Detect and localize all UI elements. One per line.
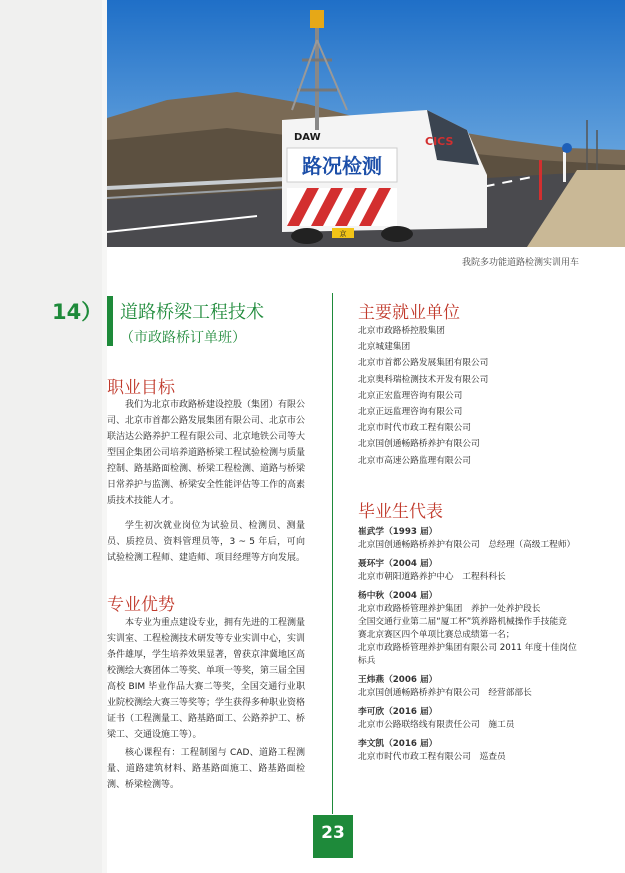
- alumni-desc: 北京市公路联络线有限责任公司 施工员: [358, 720, 515, 730]
- career-goal-body: [107, 397, 305, 566]
- section-subtitle: （市政路桥订单班）: [120, 330, 246, 346]
- alumni-list: [358, 526, 577, 770]
- alumni-name: 杨中秋（2004 届）: [358, 591, 438, 601]
- advantages-heading: 专业优势: [107, 595, 175, 615]
- employer-item: 北京奥科瑞检测技术开发有限公司: [358, 374, 489, 385]
- career-goal-paragraph: 学生初次就业岗位为试验员、检测员、测量员、质控员、资料管理员等，3 ~ 5 年后，可向试验检测工程师、建造师、项目经理等方向发展。: [107, 521, 306, 563]
- van-plate: 京: [339, 230, 347, 238]
- section-number: 14）: [52, 300, 103, 324]
- page-number: 23: [321, 823, 345, 843]
- employers-heading: 主要就业单位: [358, 303, 460, 323]
- advantages-paragraph: 核心课程有：工程制图与 CAD、道路工程测量、道路建筑材料、路基路面施工、路基路面检测、桥梁检测等。: [107, 748, 305, 790]
- alumni-desc: 北京国创通畅路桥养护有限公司 经营部部长: [358, 688, 532, 698]
- left-margin-panel: [0, 0, 102, 873]
- alumni-name: 李可欣（2016 届）: [358, 707, 438, 717]
- alumni-name: 聂环宇（2004 届）: [358, 559, 438, 569]
- road-inspection-van-photo: [107, 0, 625, 247]
- alumni-heading: 毕业生代表: [358, 502, 443, 522]
- column-divider: [332, 293, 333, 814]
- advantages-body: [107, 615, 305, 793]
- alumni-entry: [358, 590, 577, 668]
- employer-item: 北京市政路桥控股集团: [358, 326, 445, 336]
- section-title: 道路桥梁工程技术: [120, 302, 264, 323]
- alumni-name: 李文凯（2016 届）: [358, 739, 438, 749]
- alumni-desc: 北京国创通畅路桥养护有限公司 总经理（高级工程师）: [358, 540, 576, 550]
- alumni-entry: [358, 706, 577, 732]
- employer-item: 北京市时代市政工程有限公司: [358, 423, 471, 434]
- alumni-desc: 北京市朝阳道路养护中心 工程科科长: [358, 572, 506, 582]
- van-brand: DAW: [294, 132, 321, 143]
- employer-item: 北京国创通畅路桥养护有限公司: [358, 439, 480, 450]
- section-accent-bar: [107, 296, 113, 346]
- employer-item: 北京正宏监理咨询有限公司: [358, 390, 463, 401]
- alumni-entry: [358, 558, 577, 584]
- advantages-paragraph: 本专业为重点建设专业，拥有先进的工程测量实训室、工程检测技术研发等专业实训中心，实训条件雄厚，学生培养效果显著，曾获京津冀地区高校测绘大赛团体二等奖、单项一等奖，第三届全国高校 BIM 毕业作品大赛二等奖，全国交通行业职业院校测绘大赛三等奖等；学生获得多种职业资格证书（工程测量工、路基路面工、公路养护工、桥梁工、交通设施工等）。: [107, 618, 306, 740]
- employer-item: 北京正远监理咨询有限公司: [358, 407, 463, 418]
- alumni-entry: [358, 738, 577, 764]
- photo-caption: 我院多功能道路检测实训用车: [461, 258, 579, 268]
- van-logo: CICS: [425, 135, 454, 148]
- alumni-desc: 北京市政路桥管理养护集团 养护一处养护段长 全国交通行业第二届“厦工杯”筑养路机械操作手技能竞 赛北京赛区四个单项比赛总成绩第一名； 北京市政路桥管理养护集团有限公司 2011 年度十佳岗位 标兵: [358, 604, 577, 666]
- van-text: 路况检测: [302, 154, 382, 178]
- employer-item: 北京市高速公路监理有限公司: [358, 455, 471, 466]
- employers-list: [358, 323, 488, 469]
- employer-item: 北京城建集团: [358, 342, 411, 353]
- career-goal-heading: 职业目标: [107, 378, 175, 398]
- alumni-entry: [358, 526, 577, 552]
- employer-item: 北京市首都公路发展集团有限公司: [358, 358, 489, 369]
- alumni-desc: 北京市时代市政工程有限公司 巡查员: [358, 752, 506, 762]
- alumni-name: 崔武学（1993 届）: [358, 527, 438, 537]
- career-goal-paragraph: 我们为北京市政路桥建设控股（集团）有限公司、北京市首都公路发展集团有限公司、北京市公联洁达公路养护工程有限公司、北京地铁公司等大型国企集团公司培养道路桥梁工程试验检测与质量控制、路基路面检测、桥梁工程检测、道路与桥梁日常养护与监测、桥梁安全性能评估等工作的高素质技术技能人才。: [107, 400, 306, 506]
- alumni-name: 王炜燕（2006 届）: [358, 675, 438, 685]
- alumni-entry: [358, 674, 577, 700]
